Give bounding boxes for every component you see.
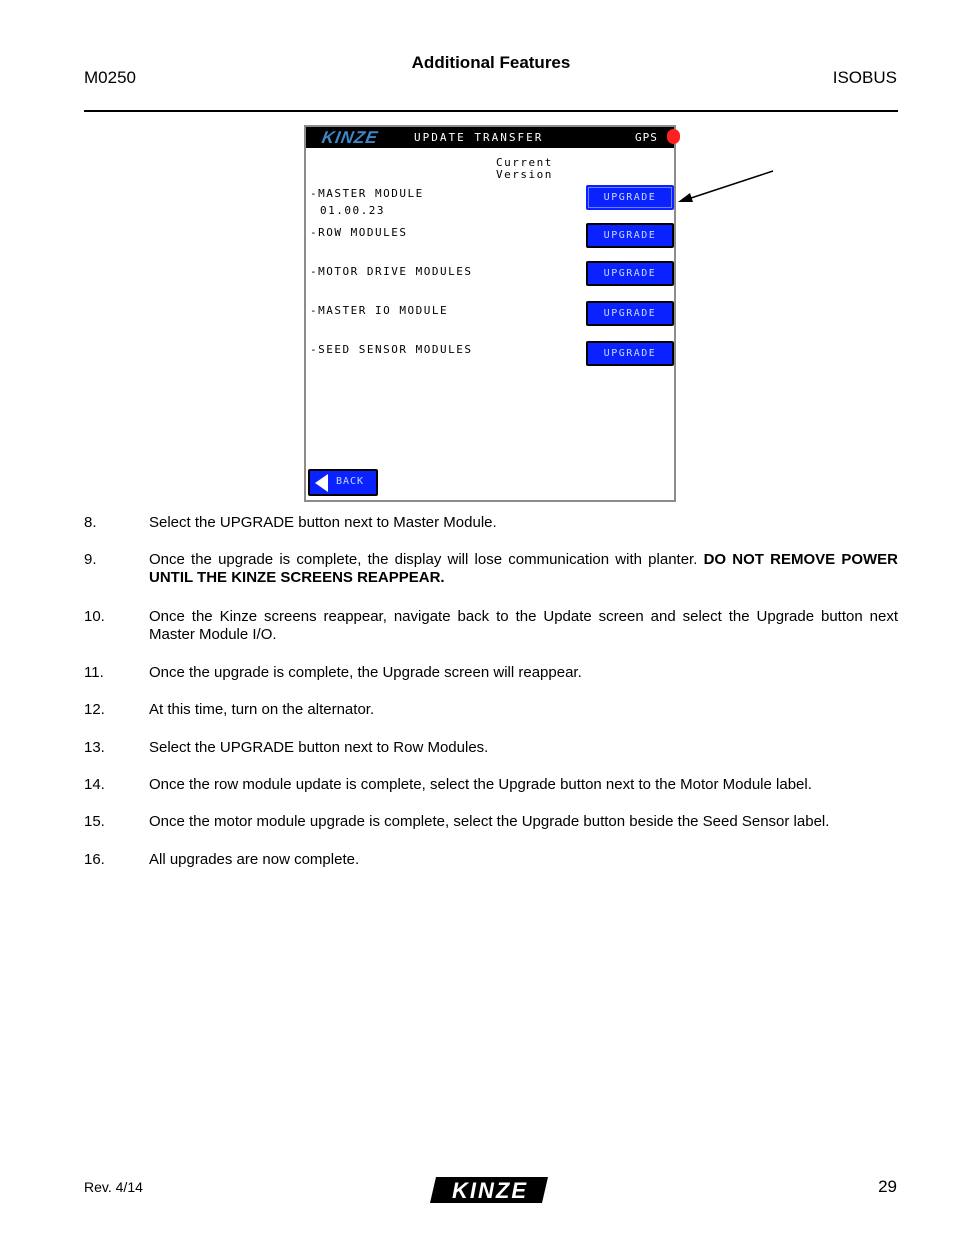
step-item [84,608,898,644]
screen-title-bar [306,127,674,148]
back-arrow-icon [315,474,328,492]
step-number: 16. [84,851,105,868]
step-text [149,551,898,587]
svg-text:KINZE: KINZE [452,1178,528,1203]
step-item [84,739,898,757]
step-number: 9. [84,551,97,568]
step-text: Once the row module update is complete, select the Upgrade button next to the Motor Module label. [149,776,812,793]
current-version-line2: Version [496,168,553,181]
row-modules-label: -ROW MODULES [310,226,408,239]
step-text: Select the UPGRADE button next to Master Module. [149,514,497,531]
upgrade-motor-drive-modules-button[interactable]: UPGRADE [586,261,674,286]
step-text: Once the upgrade is complete, the Upgrade screen will reappear. [149,664,582,681]
step-item [84,851,898,869]
motor-drive-modules-label: -MOTOR DRIVE MODULES [310,265,473,278]
upgrade-row-modules-button[interactable]: UPGRADE [586,223,674,248]
gps-label: GPS [635,131,658,144]
screen-title: UPDATE TRANSFER [414,131,544,144]
step-item [84,514,898,532]
step-item [84,701,898,719]
document-code: M0250 [84,68,136,87]
step-number: 12. [84,701,105,718]
step-warning-text: DO NOT REMOVE POWER UNTIL THE KINZE SCREENS REAPPEAR. [149,551,898,586]
back-button[interactable] [308,469,378,496]
current-version-line1: Current [496,156,553,169]
update-transfer-screen [304,125,676,502]
step-number: 13. [84,739,105,756]
back-button-label: BACK [336,476,365,487]
kinze-logo: KINZE [320,128,380,147]
step-item [84,813,898,831]
header-divider [84,110,898,112]
revision-label: Rev. 4/14 [84,1179,143,1195]
step-number: 15. [84,813,105,830]
master-io-module-label: -MASTER IO MODULE [310,304,449,317]
gps-status-icon [667,129,680,144]
step-number: 14. [84,776,105,793]
step-number: 11. [84,664,104,681]
section-title: Additional Features [411,53,571,72]
step-text-normal: Once the upgrade is complete, the display will lose communication with planter. [149,551,704,568]
step-text: Select the UPGRADE button next to Row Modules. [149,739,489,756]
seed-sensor-modules-label: -SEED SENSOR MODULES [310,343,473,356]
step-number: 10. [84,608,105,625]
kinze-footer-logo [430,1175,550,1205]
page-number: 29 [878,1177,897,1196]
step-text: Once the motor module upgrade is complete, select the Upgrade button beside the Seed Sensor label. [149,813,830,830]
step-item [84,776,898,794]
step-text: Once the Kinze screens reappear, navigate back to the Update screen and select the Upgrade button next Master Module I/O. [149,608,898,643]
step-number: 8. [84,514,97,531]
current-version-heading [496,157,553,181]
step-item [84,551,898,587]
step-text: At this time, turn on the alternator. [149,701,375,718]
master-module-label: -MASTER MODULE [310,187,424,200]
step-item [84,664,898,682]
upgrade-master-module-button[interactable]: UPGRADE [586,185,674,210]
step-text: All upgrades are now complete. [149,851,360,868]
topic-label: ISOBUS [832,68,897,87]
callout-arrow-icon [676,168,776,204]
upgrade-seed-sensor-modules-button[interactable]: UPGRADE [586,341,674,366]
upgrade-master-io-module-button[interactable]: UPGRADE [586,301,674,326]
master-module-version: 01.00.23 [320,204,385,217]
